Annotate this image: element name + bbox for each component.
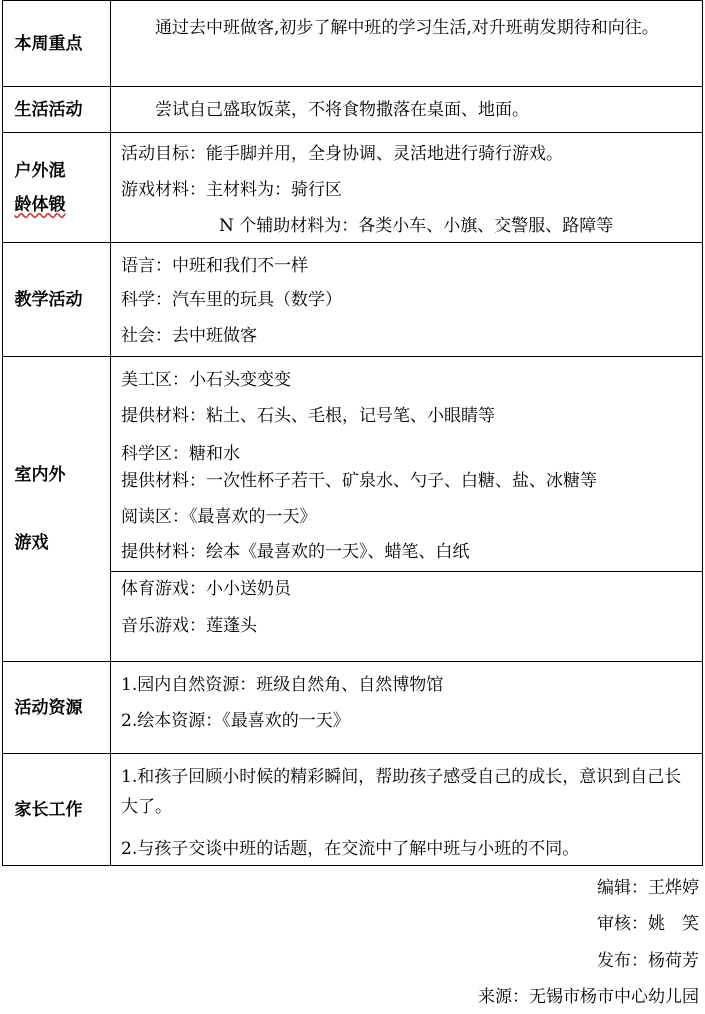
games-pe: 体育游戏：小小送奶员 [121,579,291,599]
outdoor-goal: 活动目标：能手脚并用，全身协调、灵活地进行骑行游戏。 [121,144,563,164]
games-divider [111,571,702,572]
games-art-materials: 提供材料：粘土、石头、毛根，记号笔、小眼睛等 [121,406,495,426]
label-outdoor-exercise: 户外混 龄体锻 [3,133,111,242]
resources-books: 2.绘本资源：《最喜欢的一天》 [121,711,350,731]
outdoor-aux-materials: N 个辅助材料为：各类小车、小旗、交警服、路障等 [219,216,614,236]
text-life-activity: 尝试自己盛取饭菜，不将食物撒落在桌面、地面。 [121,100,529,120]
footer-reviewer: 审核：姚 笑 [597,914,699,934]
content-weekly-focus [111,1,702,86]
games-music: 音乐游戏：莲蓬头 [121,616,257,636]
row-resources [2,661,703,754]
row-teaching [2,242,703,357]
resources-nature: 1.园内自然资源：班级自然角、自然博物馆 [121,675,444,695]
outdoor-materials: 游戏材料：主材料为：骑行区 [121,180,342,200]
teaching-language: 语言：中班和我们不一样 [121,256,308,276]
row-games [2,356,703,662]
row-weekly-focus [2,0,703,87]
footer-editor: 编辑：王烨婷 [597,878,699,898]
label-teaching: 教学活动 [3,243,111,356]
games-reading-materials: 提供材料：绘本《最喜欢的一天》、蜡笔、白纸 [121,542,470,562]
content-games [111,357,702,661]
teaching-social: 社会：去中班做客 [121,326,257,346]
games-reading-area: 阅读区：《最喜欢的一天》 [121,507,317,527]
games-art-area: 美工区：小石头变变变 [121,370,291,390]
content-resources [111,662,702,753]
row-parent-work [2,753,703,866]
label-games: 室内外 游戏 [3,357,111,661]
parent-work-item-2: 2.与孩子交谈中班的话题，在交流中了解中班与小班的不同。 [121,839,580,859]
text-weekly-focus: 通过去中班做客,初步了解中班的学习生活,对升班萌发期待和向往。 [121,18,659,38]
label-weekly-focus: 本周重点 [3,1,111,86]
row-outdoor-exercise [2,132,703,243]
row-life-activity [2,86,703,133]
footer-publisher: 发布：杨荷芳 [597,951,699,971]
games-science-area: 科学区：糖和水 [121,444,240,464]
footer-source: 来源：无锡市杨市中心幼儿园 [478,987,699,1007]
games-science-materials: 提供材料：一次性杯子若干、矿泉水、勺子、白糖、盐、冰糖等 [121,471,597,491]
label-resources: 活动资源 [3,662,111,753]
teaching-science: 科学：汽车里的玩具（数学） [121,290,342,310]
content-life-activity [111,87,702,132]
content-teaching [111,243,702,356]
label-parent-work: 家长工作 [3,754,111,865]
label-life-activity: 生活活动 [3,87,111,132]
parent-work-item-1: 1.和孩子回顾小时候的精彩瞬间，帮助孩子感受自己的成长，意识到自己长大了。 [121,767,682,817]
content-parent-work [111,754,702,865]
content-outdoor-exercise [111,133,702,242]
